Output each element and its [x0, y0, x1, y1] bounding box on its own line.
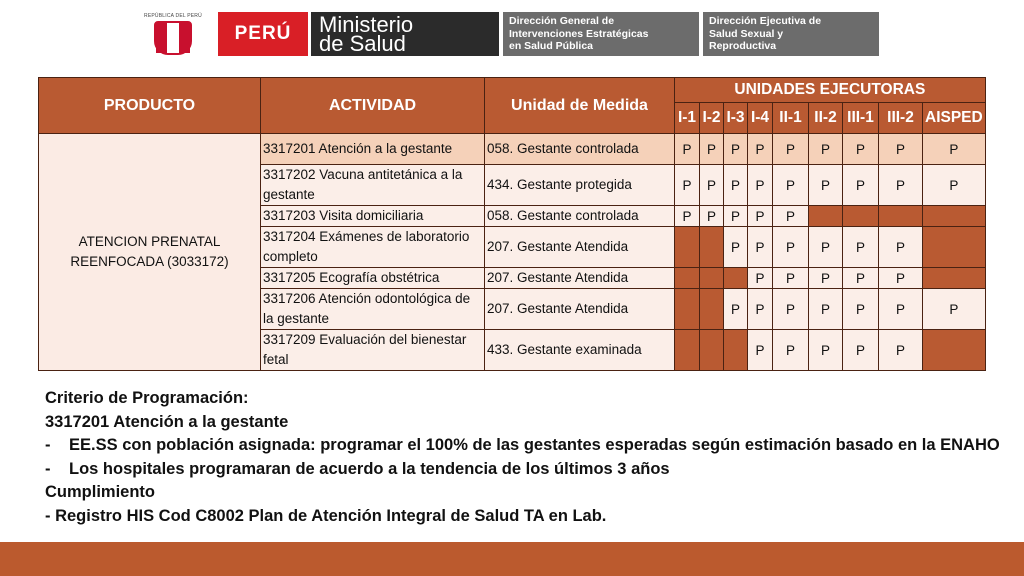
bullet-dash: -	[45, 459, 51, 478]
unprogrammed-cell	[843, 206, 879, 227]
programmed-cell: P	[843, 227, 879, 268]
programmed-cell: P	[675, 134, 700, 165]
programmed-cell: P	[879, 289, 923, 330]
programmed-cell: P	[748, 165, 773, 206]
table-row	[39, 134, 986, 165]
programmed-cell: P	[879, 165, 923, 206]
programmed-cell: P	[675, 206, 700, 227]
programmed-cell: P	[773, 165, 809, 206]
header-level: I-3	[724, 103, 748, 134]
programmed-cell: P	[773, 330, 809, 371]
programmed-cell: P	[724, 165, 748, 206]
programmed-cell: P	[700, 206, 724, 227]
unprogrammed-cell	[923, 206, 986, 227]
unprogrammed-cell	[809, 206, 843, 227]
programmed-cell: P	[923, 165, 986, 206]
unprogrammed-cell	[724, 268, 748, 289]
de-logo	[703, 12, 879, 56]
header-actividad: ACTIVIDAD	[261, 78, 485, 134]
programmed-cell: P	[700, 134, 724, 165]
header-unidad-medida: Unidad de Medida	[485, 78, 675, 134]
actividad-cell: 3317202 Vacuna antitetánica a la gestante	[261, 165, 485, 206]
programmed-cell: P	[773, 268, 809, 289]
bullet-text: EE.SS con población asignada: programar el 100% de las gestantes esperadas según estimación basado en la ENAHO	[69, 436, 1000, 454]
producto-line: ATENCION PRENATAL	[78, 234, 221, 249]
programmed-cell: P	[773, 134, 809, 165]
peru-logo: PERÚ	[218, 12, 308, 56]
de-line2: Salud Sexual y	[709, 27, 784, 40]
header-level: II-2	[809, 103, 843, 134]
programmed-cell: P	[724, 289, 748, 330]
programmed-cell: P	[724, 206, 748, 227]
coat-of-arms-logo	[138, 12, 208, 56]
programmed-cell: P	[809, 165, 843, 206]
header-unidades-ejecutoras: UNIDADES EJECUTORAS	[675, 78, 986, 103]
dg-line2: Intervenciones Estratégicas	[509, 27, 649, 40]
header-level: AISPED	[923, 103, 986, 134]
programmed-cell: P	[879, 134, 923, 165]
unprogrammed-cell	[675, 268, 700, 289]
programmed-cell: P	[809, 134, 843, 165]
medida-cell: 058. Gestante controlada	[485, 134, 675, 165]
producto-line: REENFOCADA (3033172)	[70, 254, 229, 269]
unprogrammed-cell	[700, 227, 724, 268]
programmed-cell: P	[748, 206, 773, 227]
unprogrammed-cell	[923, 227, 986, 268]
de-line3: Reproductiva	[709, 40, 777, 52]
criteria-block	[45, 387, 1005, 528]
minsa-line1: Ministerio	[319, 12, 414, 37]
programmed-cell: P	[724, 134, 748, 165]
minsa-logo	[311, 12, 499, 56]
programmed-cell: P	[773, 206, 809, 227]
medida-cell: 207. Gestante Atendida	[485, 289, 675, 330]
dg-line1: Dirección General de	[509, 15, 615, 27]
programmed-cell: P	[843, 289, 879, 330]
programmed-cell: P	[809, 289, 843, 330]
programmed-cell: P	[879, 330, 923, 371]
header-level: I-2	[700, 103, 724, 134]
programmed-cell: P	[773, 289, 809, 330]
criteria-activity: 3317201 Atención a la gestante	[45, 412, 289, 431]
medida-cell: 433. Gestante examinada	[485, 330, 675, 371]
header-level: III-1	[843, 103, 879, 134]
dg-logo	[503, 12, 699, 56]
header-level: I-1	[675, 103, 700, 134]
header-level: II-1	[773, 103, 809, 134]
actividad-cell: 3317205 Ecografía obstétrica	[261, 268, 485, 289]
unprogrammed-cell	[879, 206, 923, 227]
actividad-cell: 3317204 Exámenes de laboratorio completo	[261, 227, 485, 268]
unprogrammed-cell	[724, 330, 748, 371]
criteria-bullet	[45, 458, 1005, 482]
programmed-cell: P	[809, 227, 843, 268]
programming-table	[38, 77, 986, 371]
programmed-cell: P	[923, 134, 986, 165]
criteria-bullet	[45, 434, 1005, 458]
unprogrammed-cell	[675, 330, 700, 371]
programmed-cell: P	[879, 268, 923, 289]
programmed-cell: P	[843, 134, 879, 165]
shield-caption: REPÚBLICA DEL PERÚ	[144, 13, 202, 19]
de-line1: Dirección Ejecutiva de	[709, 15, 822, 27]
unprogrammed-cell	[700, 330, 724, 371]
actividad-cell: 3317206 Atención odontológica de la gestante	[261, 289, 485, 330]
programmed-cell: P	[843, 165, 879, 206]
medida-cell: 207. Gestante Atendida	[485, 268, 675, 289]
header-level: III-2	[879, 103, 923, 134]
programmed-cell: P	[843, 330, 879, 371]
minsa-line2: de Salud	[319, 31, 406, 56]
medida-cell: 207. Gestante Atendida	[485, 227, 675, 268]
table-body	[39, 134, 986, 371]
programmed-cell: P	[843, 268, 879, 289]
medida-cell: 434. Gestante protegida	[485, 165, 675, 206]
programmed-cell: P	[748, 268, 773, 289]
medida-cell: 058. Gestante controlada	[485, 206, 675, 227]
header-level: I-4	[748, 103, 773, 134]
registro-text: - Registro HIS Cod C8002 Plan de Atención Integral de Salud TA en Lab.	[45, 506, 607, 525]
actividad-cell: 3317201 Atención a la gestante	[261, 134, 485, 165]
cumplimiento-title: Cumplimiento	[45, 483, 155, 501]
unprogrammed-cell	[675, 289, 700, 330]
header-logos	[138, 12, 879, 56]
programmed-cell: P	[748, 330, 773, 371]
programmed-cell: P	[675, 165, 700, 206]
criteria-title: Criterio de Programación:	[45, 389, 249, 407]
programmed-cell: P	[748, 134, 773, 165]
header-producto: PRODUCTO	[39, 78, 261, 134]
unprogrammed-cell	[700, 289, 724, 330]
bullet-dash: -	[45, 436, 51, 454]
programmed-cell: P	[748, 289, 773, 330]
programmed-cell: P	[700, 165, 724, 206]
programmed-cell: P	[809, 268, 843, 289]
producto-cell	[39, 134, 261, 371]
programmed-cell: P	[724, 227, 748, 268]
programmed-cell: P	[748, 227, 773, 268]
unprogrammed-cell	[700, 268, 724, 289]
programmed-cell: P	[809, 330, 843, 371]
actividad-cell: 3317203 Visita domiciliaria	[261, 206, 485, 227]
dg-line3: en Salud Pública	[509, 40, 594, 52]
programmed-cell: P	[773, 227, 809, 268]
programmed-cell: P	[879, 227, 923, 268]
actividad-cell: 3317209 Evaluación del bienestar fetal	[261, 330, 485, 371]
bullet-text: Los hospitales programaran de acuerdo a la tendencia de los últimos 3 años	[69, 459, 670, 478]
unprogrammed-cell	[923, 330, 986, 371]
footer-bar	[0, 542, 1024, 576]
unprogrammed-cell	[675, 227, 700, 268]
shield-icon	[154, 21, 192, 55]
unprogrammed-cell	[923, 268, 986, 289]
programmed-cell: P	[923, 289, 986, 330]
